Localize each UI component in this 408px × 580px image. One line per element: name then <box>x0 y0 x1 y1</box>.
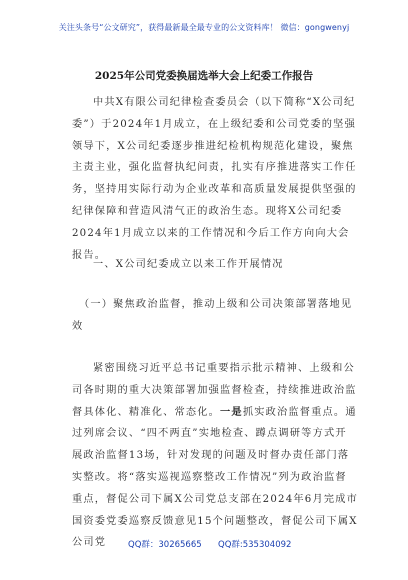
paragraph-text-rest: 抓实政治监督重点。通过列席会议、“四不两直”实地检查、蹲点调研等方式开展政治监督13场，针对发现的问题及时督办责任部门落实整改。将“落实巡视巡察整改工作情况”列为政治监督重点，督促公司下属X公司党总支部在2024年6月完成市国资委党委巡察反馈意见15个问题整改，督促公司下属X公司党 <box>72 406 358 549</box>
paragraph-text-start: 紧密围绕习近平总书记重要指示批示精神、上级和公司各时期的重大决策部署加强监督检查，持续推进政治监督具体化、精准化、常态化。 <box>72 363 357 418</box>
document-title: 2025年公司党委换届选举大会上纪委工作报告 <box>94 70 314 82</box>
paragraph-emphasis: 一是 <box>220 405 243 418</box>
section-heading: 一、X公司纪委成立以来工作开展情况 <box>93 259 284 270</box>
footer-qq-group-1: QQ群：30265665 <box>128 540 202 550</box>
intro-paragraph: 中共X有限公司纪律检查委员会（以下简称“X公司纪委”）于2024年1月成立，在上级纪委和公司党委的坚强领导下，X公司纪委逐步推进纪检机构规范化建设，聚焦主责主业，强化监督执纪问责，扎实有序推进落实工作任务，坚持用实际行动为企业改革和高质量发展提供坚强的纪律保障和营造风清气正的政治生态。现将X公司纪委2024年1月成立以来的工作情况和今后工作方向向大会报告。 <box>72 97 357 261</box>
subsection-heading: （一）聚焦政治监督，推动上级和公司决策部署落地见效 <box>72 299 353 332</box>
footer-qq-group-2: QQ群:535304092 <box>218 540 292 550</box>
body-paragraph <box>72 358 358 554</box>
header-banner: 关注头条号“公文研究”，获得最新最全最专业的公文资料库！ 微信：gongwenyj <box>58 23 350 32</box>
